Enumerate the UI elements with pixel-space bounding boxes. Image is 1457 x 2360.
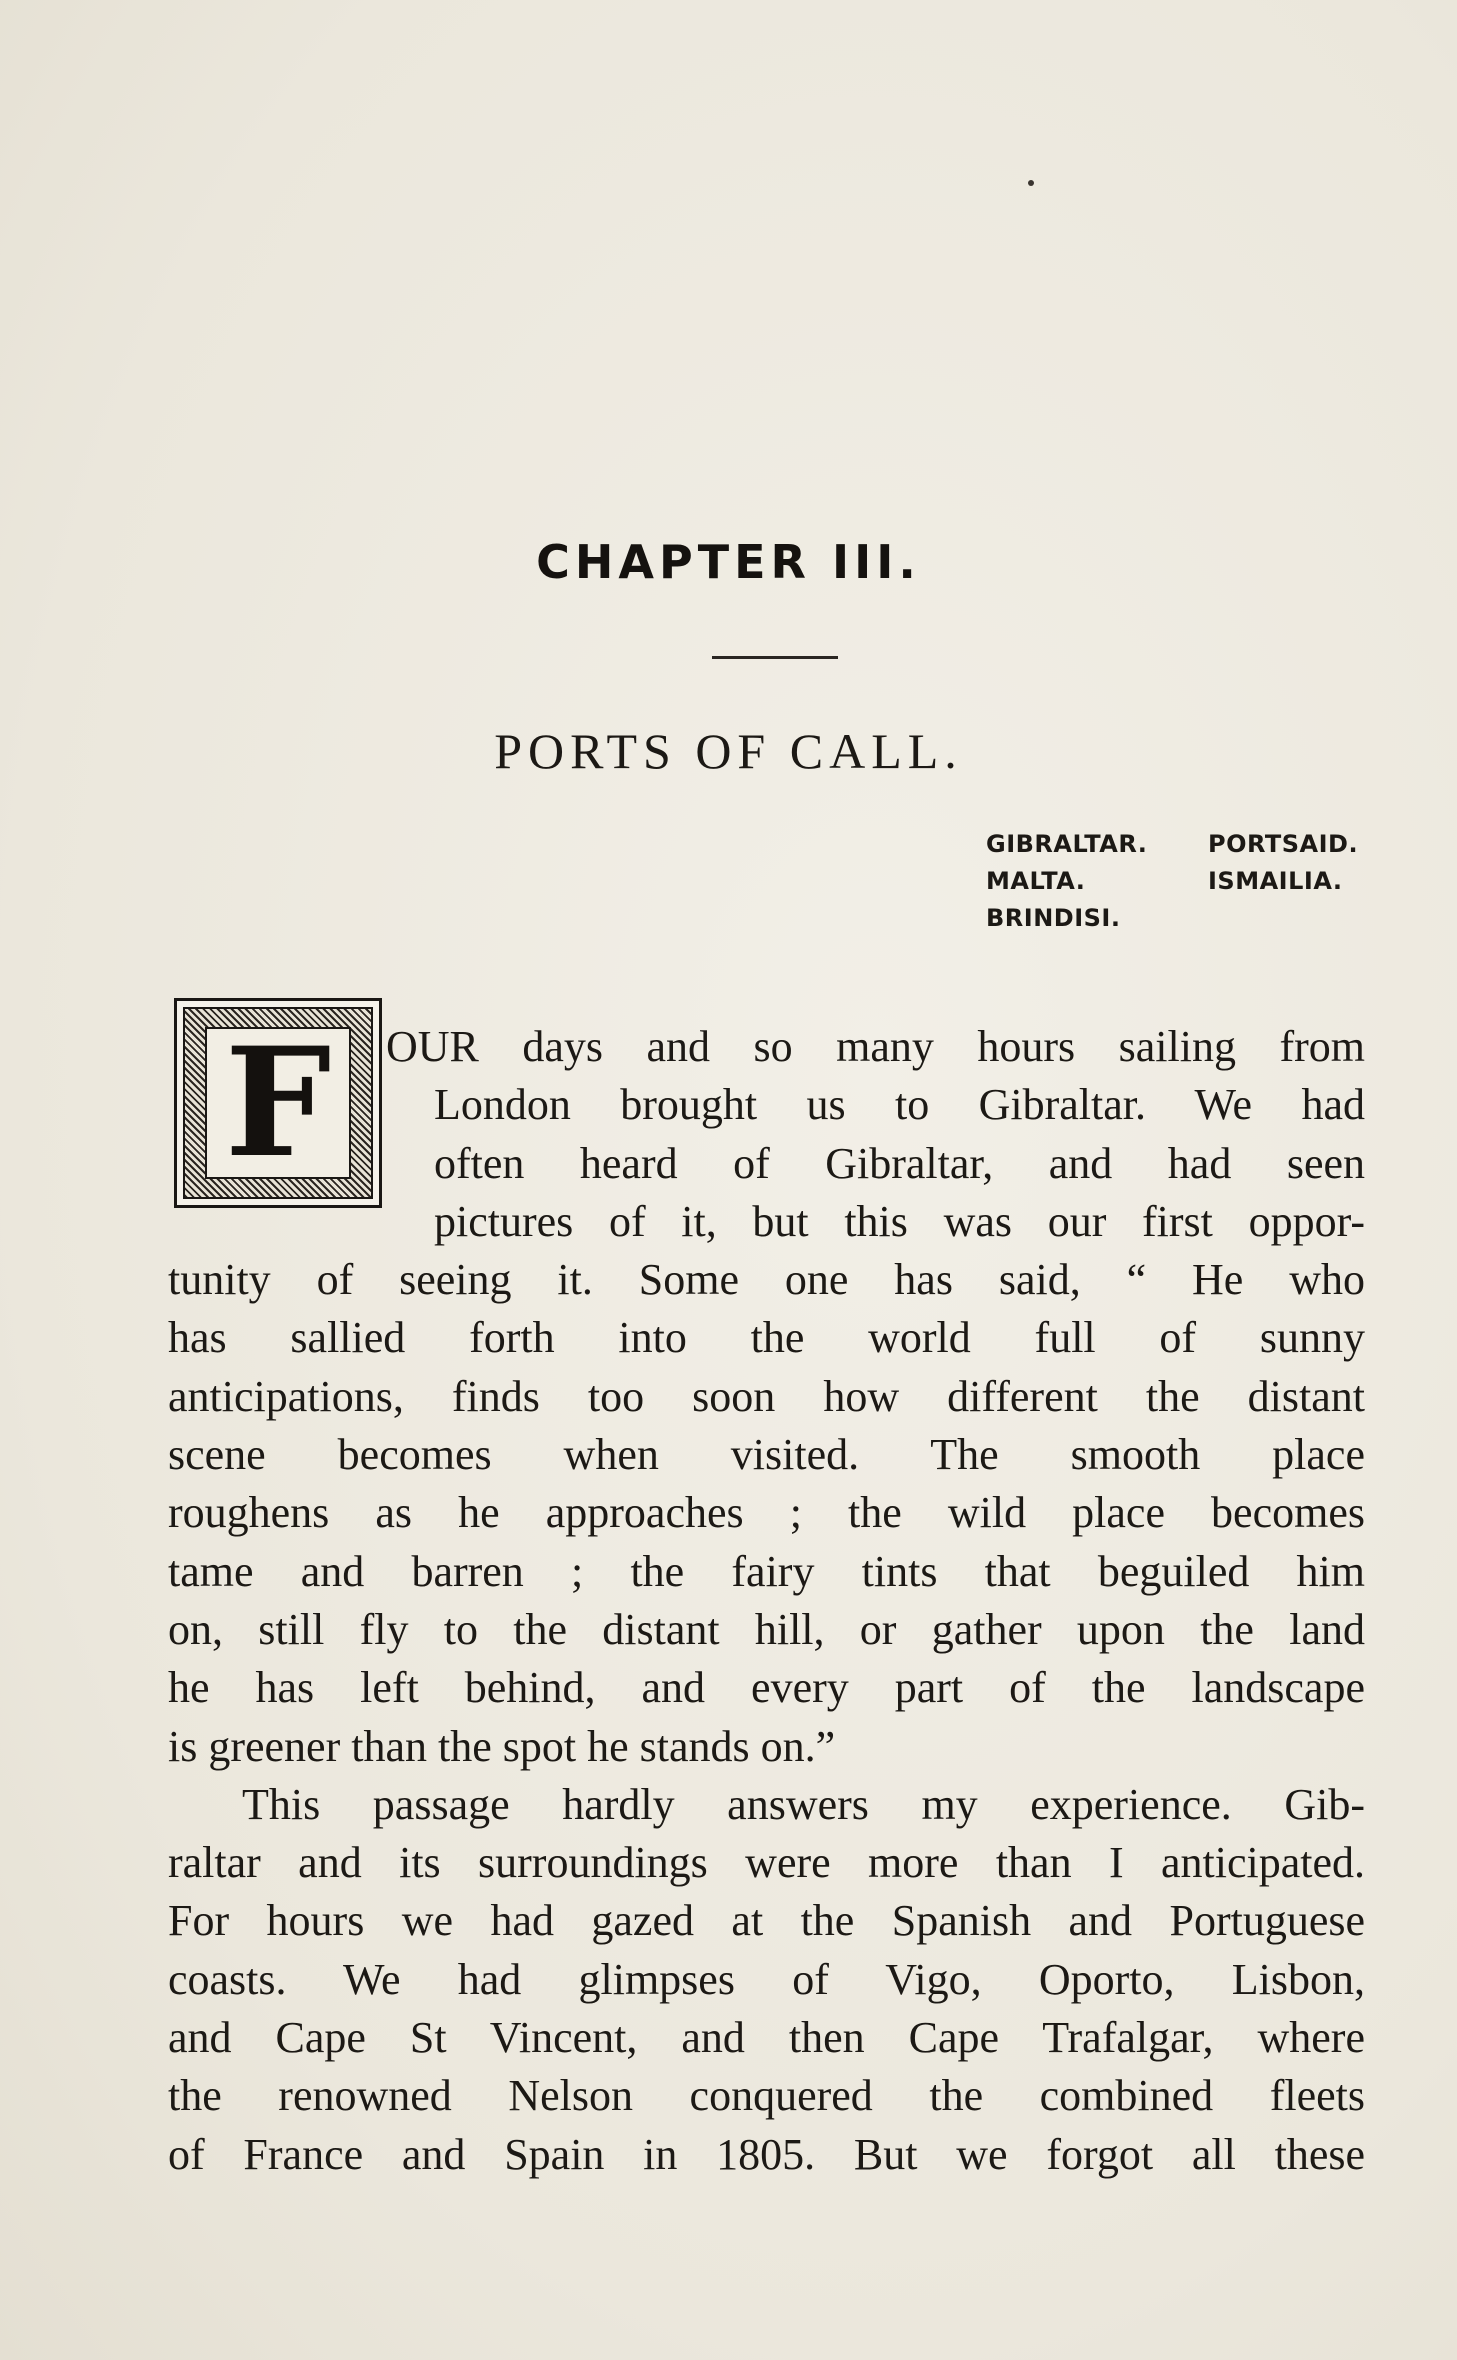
text-line: the renowned Nelson conquered the combined fleets	[168, 2071, 1365, 2121]
text-line: scene becomes when visited. The smooth place	[168, 1430, 1365, 1480]
text-line: often heard of Gibraltar, and had seen	[434, 1138, 1365, 1188]
text-line: This passage hardly answers my experience. Gib-	[242, 1779, 1365, 1829]
place-item: ISMAILIA.	[1208, 867, 1343, 895]
text-line: tunity of seeing it. Some one has said, “ He who	[168, 1255, 1365, 1305]
text-line: pictures of it, but this was our first oppor-	[434, 1196, 1365, 1246]
body-text	[168, 1018, 1365, 2184]
place-item: PORTSAID.	[1208, 830, 1359, 858]
place-item: BRINDISI.	[986, 904, 1121, 932]
text-line: For hours we had gazed at the Spanish and Portuguese	[168, 1896, 1365, 1946]
chapter-title: PORTS OF CALL.	[494, 723, 963, 779]
chapter-heading: CHAPTER III.	[536, 535, 921, 589]
text-line: has sallied forth into the world full of sunny	[168, 1313, 1365, 1363]
text-line: he has left behind, and every part of the landscape	[168, 1663, 1365, 1713]
text-line: OUR days and so many hours sailing from	[386, 1022, 1365, 1071]
text-line: of France and Spain in 1805. But we forgot all these	[168, 2129, 1365, 2179]
place-item: GIBRALTAR.	[986, 830, 1148, 858]
text-line: roughens as he approaches ; the wild place becomes	[168, 1488, 1365, 1538]
drop-cap-letter: F	[205, 1027, 351, 1179]
text-line: tame and barren ; the fairy tints that beguiled him	[168, 1546, 1365, 1596]
heading-rule	[712, 656, 838, 659]
text-line: raltar and its surroundings were more than I anticipated.	[168, 1838, 1365, 1888]
text-line: coasts. We had glimpses of Vigo, Oporto, Lisbon,	[168, 1954, 1365, 2004]
text-line: anticipations, finds too soon how different the distant	[168, 1371, 1365, 1421]
text-line: is greener than the spot he stands on.”	[168, 1721, 836, 1771]
text-line: London brought us to Gibraltar. We had	[434, 1080, 1365, 1130]
text-line: on, still fly to the distant hill, or gather upon the land	[168, 1604, 1365, 1654]
place-item: MALTA.	[986, 867, 1086, 895]
text-line: and Cape St Vincent, and then Cape Trafalgar, where	[168, 2013, 1365, 2063]
ink-speck	[1028, 180, 1034, 186]
